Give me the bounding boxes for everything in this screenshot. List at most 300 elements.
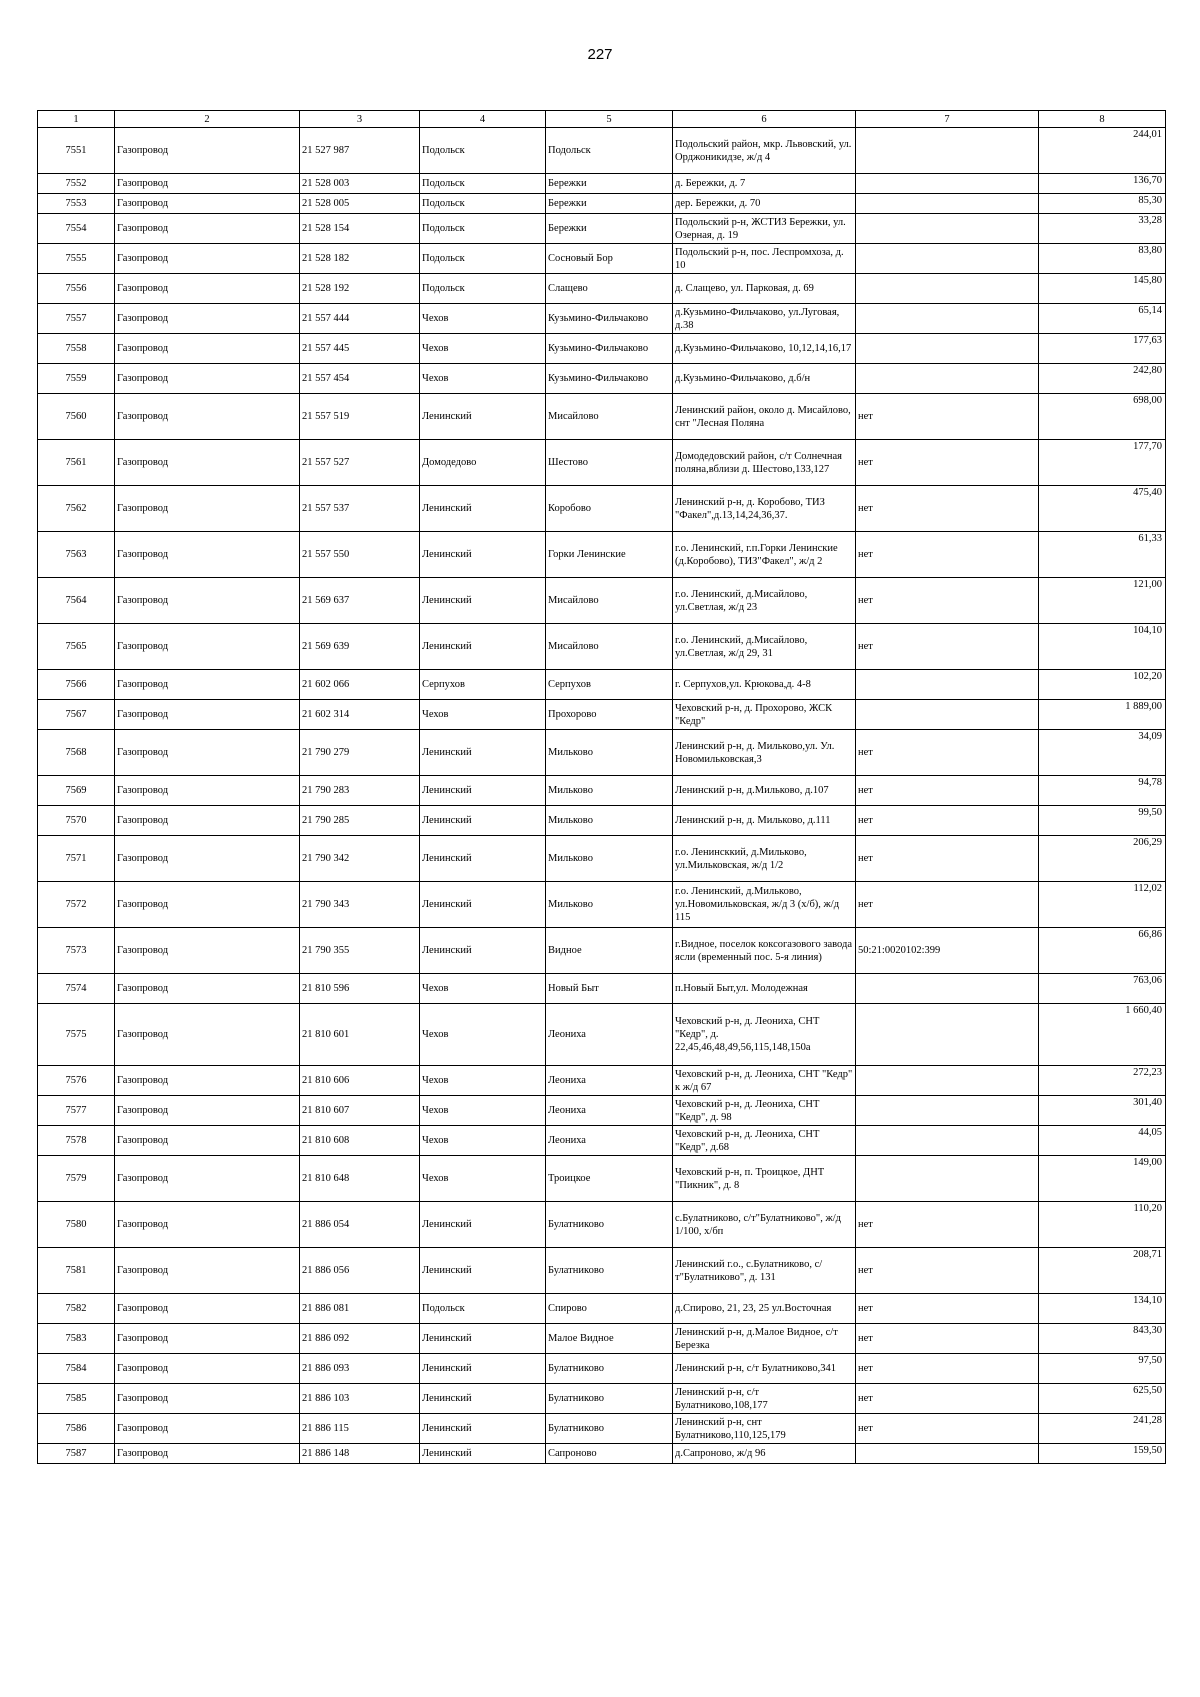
table-row bbox=[38, 1004, 1166, 1066]
length-value-cell: 272,23 bbox=[1039, 1066, 1166, 1096]
district-cell: Ленинский bbox=[420, 578, 546, 624]
object-name-cell: Газопровод bbox=[115, 532, 300, 578]
district-cell: Ленинский bbox=[420, 1414, 546, 1444]
row-number-cell: 7552 bbox=[38, 174, 115, 194]
object-name-cell: Газопровод bbox=[115, 776, 300, 806]
table-row bbox=[38, 776, 1166, 806]
address-cell: г.о. Ленинский, д.Мисайлово, ул.Светлая, ж/д 29, 31 bbox=[673, 624, 856, 670]
row-number-cell: 7566 bbox=[38, 670, 115, 700]
object-name-cell: Газопровод bbox=[115, 1156, 300, 1202]
table-row bbox=[38, 1066, 1166, 1096]
object-code-cell: 21 810 596 bbox=[300, 974, 420, 1004]
length-value-cell: 61,33 bbox=[1039, 532, 1166, 578]
district-cell: Подольск bbox=[420, 244, 546, 274]
row-number-cell: 7570 bbox=[38, 806, 115, 836]
length-value-cell: 301,40 bbox=[1039, 1096, 1166, 1126]
table-row bbox=[38, 700, 1166, 730]
column-header-6: 6 bbox=[673, 111, 856, 128]
cadastral-number-cell bbox=[856, 1004, 1039, 1066]
row-number-cell: 7571 bbox=[38, 836, 115, 882]
length-value-cell: 110,20 bbox=[1039, 1202, 1166, 1248]
address-cell: д.Спирово, 21, 23, 25 ул.Восточная bbox=[673, 1294, 856, 1324]
object-code-cell: 21 602 314 bbox=[300, 700, 420, 730]
district-cell: Чехов bbox=[420, 1126, 546, 1156]
object-code-cell: 21 886 092 bbox=[300, 1324, 420, 1354]
district-cell: Чехов bbox=[420, 1066, 546, 1096]
row-number-cell: 7585 bbox=[38, 1384, 115, 1414]
district-cell: Ленинский bbox=[420, 1202, 546, 1248]
locality-cell: Бережки bbox=[546, 214, 673, 244]
row-number-cell: 7581 bbox=[38, 1248, 115, 1294]
object-code-cell: 21 810 648 bbox=[300, 1156, 420, 1202]
locality-cell: Мильково bbox=[546, 882, 673, 928]
object-name-cell: Газопровод bbox=[115, 1126, 300, 1156]
locality-cell: Мисайлово bbox=[546, 394, 673, 440]
length-value-cell: 625,50 bbox=[1039, 1384, 1166, 1414]
address-cell: г.Видное, поселок коксогазового завода ясли (временный пос. 5-я линия) bbox=[673, 928, 856, 974]
locality-cell: Леониха bbox=[546, 1004, 673, 1066]
cadastral-number-cell: нет bbox=[856, 532, 1039, 578]
address-cell: д.Кузьмино-Фильчаково, 10,12,14,16,17 bbox=[673, 334, 856, 364]
cadastral-number-cell: нет bbox=[856, 836, 1039, 882]
row-number-cell: 7558 bbox=[38, 334, 115, 364]
cadastral-number-cell: нет bbox=[856, 1294, 1039, 1324]
address-cell: Подольский р-н, пос. Леспромхоза, д. 10 bbox=[673, 244, 856, 274]
length-value-cell: 44,05 bbox=[1039, 1126, 1166, 1156]
district-cell: Ленинский bbox=[420, 806, 546, 836]
object-code-cell: 21 528 192 bbox=[300, 274, 420, 304]
row-number-cell: 7559 bbox=[38, 364, 115, 394]
length-value-cell: 698,00 bbox=[1039, 394, 1166, 440]
district-cell: Ленинский bbox=[420, 1444, 546, 1464]
locality-cell: Мильково bbox=[546, 806, 673, 836]
table-row bbox=[38, 1126, 1166, 1156]
length-value-cell: 65,14 bbox=[1039, 304, 1166, 334]
row-number-cell: 7586 bbox=[38, 1414, 115, 1444]
object-name-cell: Газопровод bbox=[115, 244, 300, 274]
object-name-cell: Газопровод bbox=[115, 1096, 300, 1126]
cadastral-number-cell: нет bbox=[856, 1324, 1039, 1354]
address-cell: Ленинский р-н, д. Мильково,ул. Ул. Новомильковская,3 bbox=[673, 730, 856, 776]
district-cell: Подольск bbox=[420, 194, 546, 214]
address-cell: Чеховский р-н, д. Леониха, СНТ "Кедр" к ж/д 67 bbox=[673, 1066, 856, 1096]
locality-cell: Бережки bbox=[546, 194, 673, 214]
cadastral-number-cell bbox=[856, 1126, 1039, 1156]
district-cell: Ленинский bbox=[420, 1384, 546, 1414]
locality-cell: Булатниково bbox=[546, 1248, 673, 1294]
table-row bbox=[38, 128, 1166, 174]
object-name-cell: Газопровод bbox=[115, 700, 300, 730]
length-value-cell: 242,80 bbox=[1039, 364, 1166, 394]
object-name-cell: Газопровод bbox=[115, 274, 300, 304]
object-name-cell: Газопровод bbox=[115, 928, 300, 974]
district-cell: Ленинский bbox=[420, 532, 546, 578]
object-code-cell: 21 790 343 bbox=[300, 882, 420, 928]
length-value-cell: 85,30 bbox=[1039, 194, 1166, 214]
row-number-cell: 7561 bbox=[38, 440, 115, 486]
table-row bbox=[38, 244, 1166, 274]
object-name-cell: Газопровод bbox=[115, 806, 300, 836]
length-value-cell: 177,70 bbox=[1039, 440, 1166, 486]
locality-cell: Кузьмино-Фильчаково bbox=[546, 334, 673, 364]
table-row bbox=[38, 624, 1166, 670]
address-cell: д. Бережки, д. 7 bbox=[673, 174, 856, 194]
cadastral-number-cell: нет bbox=[856, 1384, 1039, 1414]
header-row bbox=[38, 111, 1166, 128]
locality-cell: Сапроново bbox=[546, 1444, 673, 1464]
locality-cell: Шестово bbox=[546, 440, 673, 486]
column-header-7: 7 bbox=[856, 111, 1039, 128]
locality-cell: Булатниково bbox=[546, 1414, 673, 1444]
object-name-cell: Газопровод bbox=[115, 1414, 300, 1444]
locality-cell: Новый Быт bbox=[546, 974, 673, 1004]
object-code-cell: 21 810 606 bbox=[300, 1066, 420, 1096]
locality-cell: Булатниково bbox=[546, 1384, 673, 1414]
object-code-cell: 21 557 445 bbox=[300, 334, 420, 364]
table-row bbox=[38, 730, 1166, 776]
object-name-cell: Газопровод bbox=[115, 1066, 300, 1096]
object-code-cell: 21 886 081 bbox=[300, 1294, 420, 1324]
cadastral-number-cell bbox=[856, 974, 1039, 1004]
object-code-cell: 21 527 987 bbox=[300, 128, 420, 174]
cadastral-number-cell bbox=[856, 1444, 1039, 1464]
object-code-cell: 21 810 601 bbox=[300, 1004, 420, 1066]
length-value-cell: 121,00 bbox=[1039, 578, 1166, 624]
cadastral-number-cell: нет bbox=[856, 624, 1039, 670]
locality-cell: Кузьмино-Фильчаково bbox=[546, 304, 673, 334]
row-number-cell: 7584 bbox=[38, 1354, 115, 1384]
locality-cell: Булатниково bbox=[546, 1202, 673, 1248]
address-cell: Чеховский р-н, д. Леониха, СНТ "Кедр", д. 22,45,46,48,49,56,115,148,150а bbox=[673, 1004, 856, 1066]
row-number-cell: 7578 bbox=[38, 1126, 115, 1156]
object-name-cell: Газопровод bbox=[115, 194, 300, 214]
district-cell: Чехов bbox=[420, 700, 546, 730]
cadastral-number-cell bbox=[856, 304, 1039, 334]
length-value-cell: 206,29 bbox=[1039, 836, 1166, 882]
table-row bbox=[38, 304, 1166, 334]
page-number: 227 bbox=[587, 46, 613, 63]
object-code-cell: 21 557 537 bbox=[300, 486, 420, 532]
address-cell: Ленинский р-н, д. Мильково, д.111 bbox=[673, 806, 856, 836]
locality-cell: Леониха bbox=[546, 1066, 673, 1096]
table-row bbox=[38, 486, 1166, 532]
row-number-cell: 7574 bbox=[38, 974, 115, 1004]
locality-cell: Троицкое bbox=[546, 1156, 673, 1202]
object-name-cell: Газопровод bbox=[115, 394, 300, 440]
address-cell: г.о. Ленинский, д.Мисайлово, ул.Светлая, ж/д 23 bbox=[673, 578, 856, 624]
object-code-cell: 21 790 279 bbox=[300, 730, 420, 776]
address-cell: п.Новый Быт,ул. Молодежная bbox=[673, 974, 856, 1004]
table-row bbox=[38, 1414, 1166, 1444]
district-cell: Ленинский bbox=[420, 394, 546, 440]
length-value-cell: 104,10 bbox=[1039, 624, 1166, 670]
object-code-cell: 21 528 003 bbox=[300, 174, 420, 194]
district-cell: Чехов bbox=[420, 1156, 546, 1202]
cadastral-number-cell bbox=[856, 670, 1039, 700]
column-header-4: 4 bbox=[420, 111, 546, 128]
address-cell: д.Кузьмино-Фильчаково, д.б/н bbox=[673, 364, 856, 394]
locality-cell: Бережки bbox=[546, 174, 673, 194]
object-code-cell: 21 886 148 bbox=[300, 1444, 420, 1464]
object-code-cell: 21 557 527 bbox=[300, 440, 420, 486]
district-cell: Чехов bbox=[420, 974, 546, 1004]
table-row bbox=[38, 364, 1166, 394]
length-value-cell: 763,06 bbox=[1039, 974, 1166, 1004]
row-number-cell: 7555 bbox=[38, 244, 115, 274]
table-row bbox=[38, 1156, 1166, 1202]
length-value-cell: 159,50 bbox=[1039, 1444, 1166, 1464]
district-cell: Ленинский bbox=[420, 1248, 546, 1294]
address-cell: Чеховский р-н, д. Леониха, СНТ "Кедр", д.68 bbox=[673, 1126, 856, 1156]
length-value-cell: 33,28 bbox=[1039, 214, 1166, 244]
column-header-8: 8 bbox=[1039, 111, 1166, 128]
address-cell: Ленинский г.о., с.Булатниково, с/т"Булатниково", д. 131 bbox=[673, 1248, 856, 1294]
address-cell: дер. Бережки, д. 70 bbox=[673, 194, 856, 214]
object-code-cell: 21 528 182 bbox=[300, 244, 420, 274]
locality-cell: Мильково bbox=[546, 776, 673, 806]
cadastral-number-cell: нет bbox=[856, 440, 1039, 486]
table-row bbox=[38, 1324, 1166, 1354]
district-cell: Ленинский bbox=[420, 882, 546, 928]
object-code-cell: 21 886 056 bbox=[300, 1248, 420, 1294]
locality-cell: Спирово bbox=[546, 1294, 673, 1324]
district-cell: Чехов bbox=[420, 1096, 546, 1126]
locality-cell: Коробово bbox=[546, 486, 673, 532]
row-number-cell: 7577 bbox=[38, 1096, 115, 1126]
table-row bbox=[38, 274, 1166, 304]
address-cell: д.Сапроново, ж/д 96 bbox=[673, 1444, 856, 1464]
locality-cell: Леониха bbox=[546, 1126, 673, 1156]
address-cell: Ленинский р-н, д. Коробово, ТИЗ "Факел",д.13,14,24,36,37. bbox=[673, 486, 856, 532]
cadastral-number-cell: нет bbox=[856, 1354, 1039, 1384]
table-body bbox=[38, 128, 1166, 1464]
district-cell: Серпухов bbox=[420, 670, 546, 700]
length-value-cell: 149,00 bbox=[1039, 1156, 1166, 1202]
row-number-cell: 7564 bbox=[38, 578, 115, 624]
district-cell: Подольск bbox=[420, 128, 546, 174]
locality-cell: Подольск bbox=[546, 128, 673, 174]
district-cell: Подольск bbox=[420, 1294, 546, 1324]
row-number-cell: 7563 bbox=[38, 532, 115, 578]
district-cell: Ленинский bbox=[420, 1354, 546, 1384]
table-row bbox=[38, 578, 1166, 624]
cadastral-number-cell bbox=[856, 274, 1039, 304]
object-code-cell: 21 810 608 bbox=[300, 1126, 420, 1156]
locality-cell: Сосновый Бор bbox=[546, 244, 673, 274]
cadastral-number-cell bbox=[856, 174, 1039, 194]
district-cell: Ленинский bbox=[420, 486, 546, 532]
district-cell: Ленинский bbox=[420, 730, 546, 776]
cadastral-number-cell: нет bbox=[856, 1248, 1039, 1294]
length-value-cell: 83,80 bbox=[1039, 244, 1166, 274]
cadastral-number-cell: нет bbox=[856, 578, 1039, 624]
object-name-cell: Газопровод bbox=[115, 304, 300, 334]
object-name-cell: Газопровод bbox=[115, 730, 300, 776]
table-row bbox=[38, 806, 1166, 836]
object-code-cell: 21 886 115 bbox=[300, 1414, 420, 1444]
object-name-cell: Газопровод bbox=[115, 1444, 300, 1464]
table-row bbox=[38, 174, 1166, 194]
cadastral-number-cell bbox=[856, 1156, 1039, 1202]
length-value-cell: 1 889,00 bbox=[1039, 700, 1166, 730]
object-code-cell: 21 886 054 bbox=[300, 1202, 420, 1248]
table-row bbox=[38, 836, 1166, 882]
locality-cell: Малое Видное bbox=[546, 1324, 673, 1354]
length-value-cell: 112,02 bbox=[1039, 882, 1166, 928]
object-name-cell: Газопровод bbox=[115, 1004, 300, 1066]
district-cell: Подольск bbox=[420, 214, 546, 244]
object-name-cell: Газопровод bbox=[115, 214, 300, 244]
row-number-cell: 7576 bbox=[38, 1066, 115, 1096]
address-cell: г. Серпухов,ул. Крюкова,д. 4-8 bbox=[673, 670, 856, 700]
object-code-cell: 21 790 355 bbox=[300, 928, 420, 974]
cadastral-number-cell: 50:21:0020102:399 bbox=[856, 928, 1039, 974]
cadastral-number-cell bbox=[856, 214, 1039, 244]
object-name-cell: Газопровод bbox=[115, 174, 300, 194]
locality-cell: Кузьмино-Фильчаково bbox=[546, 364, 673, 394]
length-value-cell: 134,10 bbox=[1039, 1294, 1166, 1324]
district-cell: Ленинский bbox=[420, 836, 546, 882]
cadastral-number-cell bbox=[856, 700, 1039, 730]
object-code-cell: 21 790 342 bbox=[300, 836, 420, 882]
table-row bbox=[38, 1248, 1166, 1294]
table-row bbox=[38, 1444, 1166, 1464]
table-row bbox=[38, 1294, 1166, 1324]
district-cell: Чехов bbox=[420, 334, 546, 364]
row-number-cell: 7572 bbox=[38, 882, 115, 928]
address-cell: Ленинский р-н, с/т Булатниково,341 bbox=[673, 1354, 856, 1384]
row-number-cell: 7582 bbox=[38, 1294, 115, 1324]
locality-cell: Мисайлово bbox=[546, 578, 673, 624]
object-code-cell: 21 790 285 bbox=[300, 806, 420, 836]
table-row bbox=[38, 214, 1166, 244]
row-number-cell: 7583 bbox=[38, 1324, 115, 1354]
cadastral-number-cell: нет bbox=[856, 882, 1039, 928]
address-cell: д. Слащево, ул. Парковая, д. 69 bbox=[673, 274, 856, 304]
address-cell: Чеховский р-н, д. Леониха, СНТ "Кедр", д. 98 bbox=[673, 1096, 856, 1126]
locality-cell: Видное bbox=[546, 928, 673, 974]
column-header-2: 2 bbox=[115, 111, 300, 128]
object-code-cell: 21 790 283 bbox=[300, 776, 420, 806]
table-row bbox=[38, 670, 1166, 700]
object-name-cell: Газопровод bbox=[115, 486, 300, 532]
object-name-cell: Газопровод bbox=[115, 1294, 300, 1324]
cadastral-number-cell: нет bbox=[856, 1202, 1039, 1248]
table-row bbox=[38, 532, 1166, 578]
length-value-cell: 34,09 bbox=[1039, 730, 1166, 776]
length-value-cell: 177,63 bbox=[1039, 334, 1166, 364]
table-row bbox=[38, 928, 1166, 974]
row-number-cell: 7579 bbox=[38, 1156, 115, 1202]
address-cell: Ленинский р-н, д.Мильково, д.107 bbox=[673, 776, 856, 806]
length-value-cell: 244,01 bbox=[1039, 128, 1166, 174]
row-number-cell: 7551 bbox=[38, 128, 115, 174]
length-value-cell: 208,71 bbox=[1039, 1248, 1166, 1294]
row-number-cell: 7560 bbox=[38, 394, 115, 440]
district-cell: Ленинский bbox=[420, 776, 546, 806]
object-name-cell: Газопровод bbox=[115, 128, 300, 174]
object-name-cell: Газопровод bbox=[115, 334, 300, 364]
object-name-cell: Газопровод bbox=[115, 1354, 300, 1384]
object-code-cell: 21 886 093 bbox=[300, 1354, 420, 1384]
row-number-cell: 7573 bbox=[38, 928, 115, 974]
table-row bbox=[38, 1354, 1166, 1384]
row-number-cell: 7575 bbox=[38, 1004, 115, 1066]
address-cell: Ленинский р-н, д.Малое Видное, с/т Березка bbox=[673, 1324, 856, 1354]
cadastral-number-cell bbox=[856, 334, 1039, 364]
length-value-cell: 145,80 bbox=[1039, 274, 1166, 304]
address-cell: г.о. Ленинский, г.п.Горки Ленинские (д.Коробово), ТИЗ"Факел", ж/д 2 bbox=[673, 532, 856, 578]
length-value-cell: 241,28 bbox=[1039, 1414, 1166, 1444]
locality-cell: Прохорово bbox=[546, 700, 673, 730]
registry-table bbox=[37, 110, 1166, 1464]
district-cell: Ленинский bbox=[420, 928, 546, 974]
object-code-cell: 21 569 639 bbox=[300, 624, 420, 670]
table-row bbox=[38, 974, 1166, 1004]
row-number-cell: 7553 bbox=[38, 194, 115, 214]
object-name-cell: Газопровод bbox=[115, 1202, 300, 1248]
address-cell: Домодедовский район, с/т Солнечная поляна,вблизи д. Шестово,133,127 bbox=[673, 440, 856, 486]
table-row bbox=[38, 194, 1166, 214]
cadastral-number-cell bbox=[856, 128, 1039, 174]
object-name-cell: Газопровод bbox=[115, 974, 300, 1004]
locality-cell: Серпухов bbox=[546, 670, 673, 700]
address-cell: Ленинский р-н, снт Булатниково,110,125,179 bbox=[673, 1414, 856, 1444]
address-cell: Подольский район, мкр. Львовский, ул. Орджоникидзе, ж/д 4 bbox=[673, 128, 856, 174]
address-cell: Чеховский р-н, д. Прохорово, ЖСК "Кедр" bbox=[673, 700, 856, 730]
table-row bbox=[38, 882, 1166, 928]
length-value-cell: 99,50 bbox=[1039, 806, 1166, 836]
cadastral-number-cell bbox=[856, 1096, 1039, 1126]
object-name-cell: Газопровод bbox=[115, 670, 300, 700]
object-code-cell: 21 528 154 bbox=[300, 214, 420, 244]
length-value-cell: 475,40 bbox=[1039, 486, 1166, 532]
cadastral-number-cell bbox=[856, 364, 1039, 394]
column-header-3: 3 bbox=[300, 111, 420, 128]
object-code-cell: 21 569 637 bbox=[300, 578, 420, 624]
object-code-cell: 21 886 103 bbox=[300, 1384, 420, 1414]
address-cell: г.о. Ленинсккий, д.Мильково, ул.Мильковская, ж/д 1/2 bbox=[673, 836, 856, 882]
district-cell: Домодедово bbox=[420, 440, 546, 486]
address-cell: Подольский р-н, ЖСТИЗ Бережки, ул. Озерная, д. 19 bbox=[673, 214, 856, 244]
column-header-1: 1 bbox=[38, 111, 115, 128]
length-value-cell: 843,30 bbox=[1039, 1324, 1166, 1354]
object-code-cell: 21 602 066 bbox=[300, 670, 420, 700]
row-number-cell: 7562 bbox=[38, 486, 115, 532]
length-value-cell: 136,70 bbox=[1039, 174, 1166, 194]
object-code-cell: 21 528 005 bbox=[300, 194, 420, 214]
object-code-cell: 21 810 607 bbox=[300, 1096, 420, 1126]
row-number-cell: 7567 bbox=[38, 700, 115, 730]
object-name-cell: Газопровод bbox=[115, 1324, 300, 1354]
table-row bbox=[38, 440, 1166, 486]
table-row bbox=[38, 394, 1166, 440]
row-number-cell: 7557 bbox=[38, 304, 115, 334]
address-cell: г.о. Ленинский, д.Мильково, ул.Новомильковская, ж/д 3 (х/б), ж/д 115 bbox=[673, 882, 856, 928]
locality-cell: Горки Ленинские bbox=[546, 532, 673, 578]
address-cell: д.Кузьмино-Фильчаково, ул.Луговая, д.38 bbox=[673, 304, 856, 334]
cadastral-number-cell bbox=[856, 194, 1039, 214]
locality-cell: Мисайлово bbox=[546, 624, 673, 670]
table-row bbox=[38, 1202, 1166, 1248]
table-row bbox=[38, 334, 1166, 364]
object-name-cell: Газопровод bbox=[115, 1248, 300, 1294]
object-name-cell: Газопровод bbox=[115, 882, 300, 928]
row-number-cell: 7568 bbox=[38, 730, 115, 776]
address-cell: с.Булатниково, с/т"Булатниково", ж/д 1/100, х/бп bbox=[673, 1202, 856, 1248]
column-header-5: 5 bbox=[546, 111, 673, 128]
object-name-cell: Газопровод bbox=[115, 624, 300, 670]
